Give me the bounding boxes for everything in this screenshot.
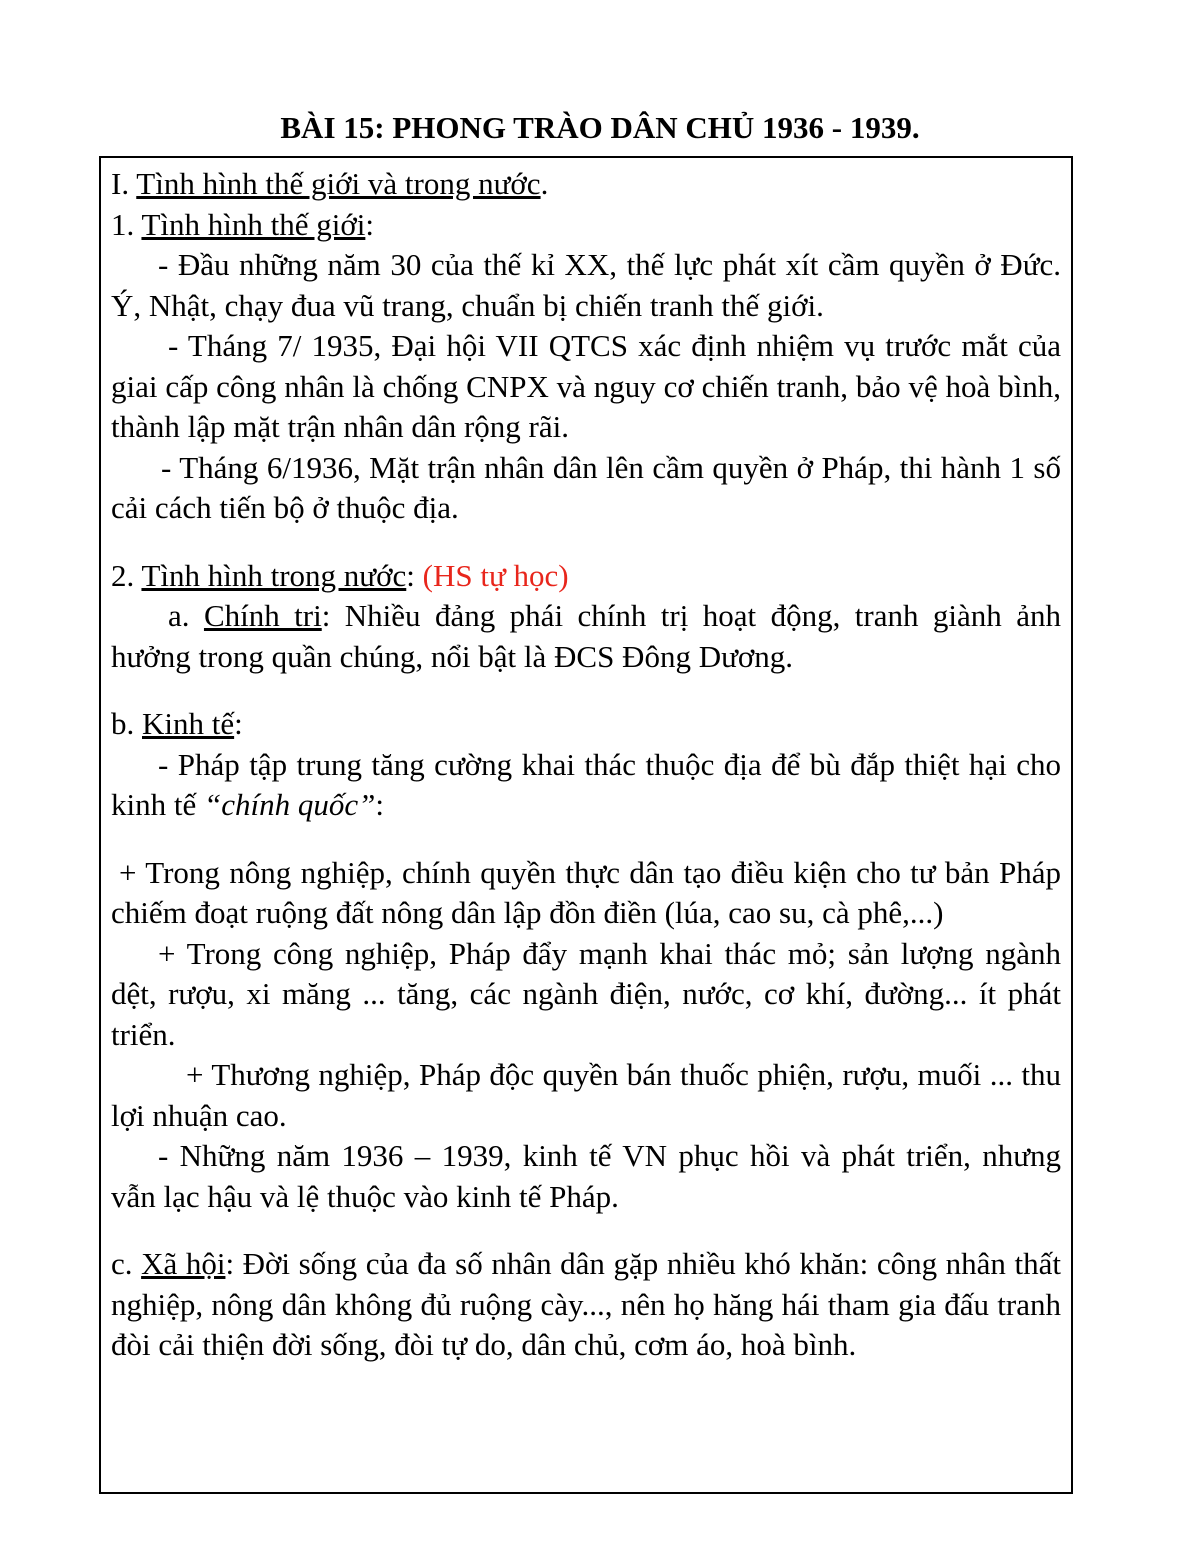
section-title: Tình hình thế giới và trong nước <box>136 166 541 201</box>
subsection-number: 2. <box>111 557 142 593</box>
item-letter: a. <box>168 598 204 633</box>
spacer <box>111 529 1061 556</box>
subsection-suffix: : <box>365 206 374 242</box>
world-paragraph-1: - Đầu những năm 30 của thế kỉ XX, thế lực phát xít cầm quyền ở Đức. Ý, Nhật, chạy đua vũ trang, chuẩn bị chiến tranh thế giới. <box>111 247 1061 323</box>
world-paragraph-3: - Tháng 6/1936, Mặt trận nhân dân lên cầm quyền ở Pháp, thi hành 1 số cải cách tiến bộ ở thuộc địa. <box>111 449 1061 525</box>
society-heading: Xã hội <box>141 1246 226 1281</box>
lesson-content <box>111 164 1061 1366</box>
subsection-title: Tình hình thế giới <box>141 206 366 242</box>
subsection-world-heading <box>111 205 1061 246</box>
economy-industry: + Trong công nghiệp, Pháp đẩy mạnh khai thác mỏ; sản lượng ngành dệt, rượu, xi măng ... tăng, các ngành điện, nước, cơ khí, đường... ít phát triển. <box>111 935 1061 1052</box>
society-paragraph <box>111 1244 1061 1366</box>
economy-suffix: : <box>234 706 243 741</box>
economy-title: Kinh tế <box>142 706 235 741</box>
economy-intro-text: - Pháp tập trung tăng cường khai thác thuộc địa để bù đắp thiệt hại cho kinh tế <box>111 746 1061 822</box>
item-letter: b. <box>111 706 142 741</box>
economy-commerce: + Thương nghiệp, Pháp độc quyền bán thuốc phiện, rượu, muối ... thu lợi nhuận cao. <box>111 1057 1061 1133</box>
spacer <box>111 1217 1061 1244</box>
item-letter: c. <box>111 1246 142 1281</box>
politics-heading: Chính tri <box>203 598 322 633</box>
self-study-note: (HS tự học) <box>422 557 569 593</box>
subsection-number: 1. <box>111 206 142 242</box>
economy-intro <box>111 745 1061 826</box>
economy-agriculture: + Trong nông nghiệp, chính quyền thực dân tạo điều kiện cho tư bản Pháp chiếm đoạt ruộng đất nông dân lập đồn điền (lúa, cao su, cà phê,...) <box>111 854 1061 930</box>
subsection-domestic-heading <box>111 556 1061 597</box>
economy-heading <box>111 704 1061 745</box>
subsection-title: Tình hình trong nước <box>141 557 407 593</box>
spacer <box>111 826 1061 853</box>
economy-summary: - Những năm 1936 – 1939, kinh tế VN phục hồi và phát triển, nhưng vẫn lạc hậu và lệ thuộc vào kinh tế Pháp. <box>111 1138 1061 1214</box>
content-box <box>99 156 1073 1494</box>
lesson-title: BÀI 15: PHONG TRÀO DÂN CHỦ 1936 - 1939. <box>280 110 920 145</box>
section-number: I. <box>111 166 137 201</box>
economy-intro-suffix: : <box>375 787 384 822</box>
section-heading <box>111 164 1061 205</box>
politics-text: : Nhiều đảng phái chính trị hoạt động, tranh giành ảnh hưởng trong quần chúng, nổi bật là ĐCS Đông Dương. <box>111 598 1061 674</box>
politics-paragraph <box>111 596 1061 677</box>
world-paragraph-2: - Tháng 7/ 1935, Đại hội VII QTCS xác định nhiệm vụ trước mắt của giai cấp công nhân là chống CNPX và nguy cơ chiến tranh, bảo vệ hoà bình, thành lập mặt trận nhân dân rộng rãi. <box>111 328 1061 444</box>
spacer <box>111 677 1061 704</box>
subsection-colon: : <box>406 557 423 593</box>
society-text: : Đời sống của đa số nhân dân gặp nhiều khó khăn: công nhân thất nghiệp, nông dân không đủ ruộng cày..., nên họ hăng hái tham gia đấu tranh đòi cải thiện đời sống, đòi tự do, dân chủ, cơm áo, hoà bình. <box>111 1246 1061 1362</box>
economy-intro-italic: “chính quốc” <box>204 787 376 822</box>
section-suffix: . <box>540 166 549 201</box>
